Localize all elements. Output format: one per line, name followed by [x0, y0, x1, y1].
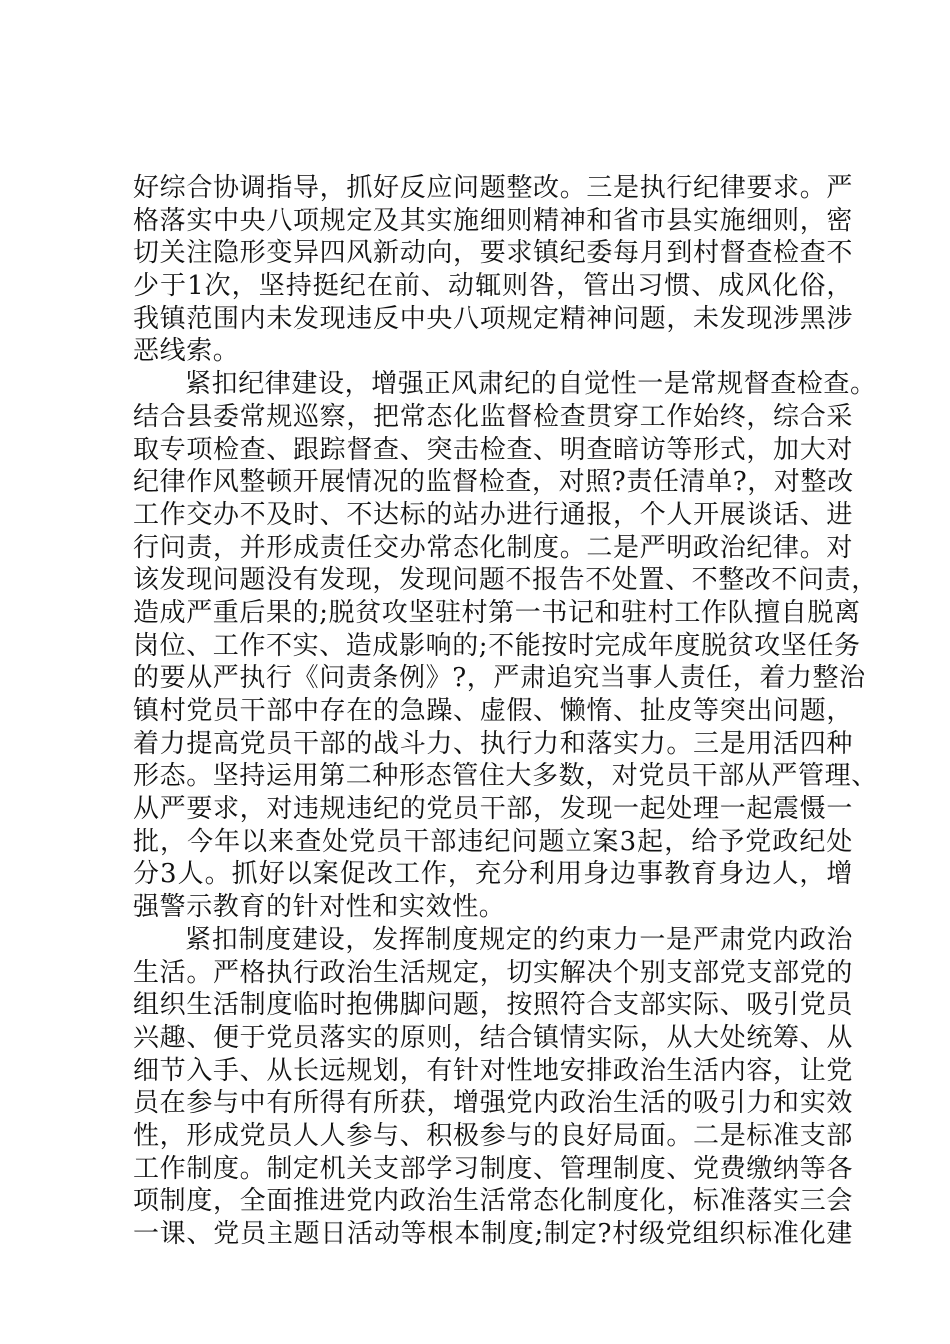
- text-line: 组织生活制度临时抱佛脚问题，按照符合支部实际、吸引党员: [133, 990, 853, 1021]
- text-line: 的要从严执行《问责条例》?，严肃追究当事人责任，着力整治: [133, 663, 866, 694]
- text-line: 纪律作风整顿开展情况的监督检查，对照?责任清单?，对整改: [133, 467, 854, 498]
- text-line: 行问责，并形成责任交办常态化制度。二是严明政治纪律。对: [133, 532, 853, 563]
- text-line: 恶线索。: [133, 336, 240, 367]
- paragraph-first-line: 紧扣制度建设，发挥制度规定的约束力一是严肃党内政治: [185, 924, 853, 955]
- text-line: 少于1次，坚持挺纪在前、动辄则咎，管出习惯、成风化俗，: [133, 271, 853, 302]
- text-line: 我镇范围内未发现违反中央八项规定精神问题，未发现涉黑涉: [133, 303, 853, 334]
- text-line: 镇村党员干部中存在的急躁、虚假、懒惰、扯皮等突出问题，: [133, 696, 853, 726]
- document-body-text: [133, 172, 878, 1251]
- text-line: 着力提高党员干部的战斗力、执行力和落实力。三是用活四种: [133, 728, 853, 759]
- text-line: 强警示教育的针对性和实效性。: [133, 892, 506, 923]
- text-line: 分3人。抓好以案促改工作，充分利用身边事教育身边人，增: [133, 859, 853, 890]
- text-line: 形态。坚持运用第二种形态管住大多数，对党员干部从严管理、: [133, 761, 878, 792]
- text-line: 员在参与中有所得有所获，增强党内政治生活的吸引力和实效: [133, 1088, 853, 1119]
- text-line: 从严要求，对违规违纪的党员干部，发现一起处理一起震慑一: [133, 794, 853, 825]
- text-line: 工作制度。制定机关支部学习制度、管理制度、党费缴纳等各: [133, 1153, 853, 1184]
- text-line: 一课、党员主题日活动等根本制度;制定?村级党组织标准化建: [133, 1219, 853, 1249]
- text-line: 造成严重后果的;脱贫攻坚驻村第一书记和驻村工作队擅自脱离: [133, 597, 861, 628]
- text-line: 切关注隐形变异四风新动向，要求镇纪委每月到村督查检查不: [133, 238, 853, 269]
- text-line: 结合县委常规巡察，把常态化监督检查贯穿工作始终，综合采: [133, 401, 853, 432]
- text-line: 取专项检查、跟踪督查、突击检查、明查暗访等形式，加大对: [133, 434, 853, 465]
- text-line: 批，今年以来查处党员干部违纪问题立案3起，给予党政纪处: [133, 826, 853, 857]
- text-line: 细节入手、从长远规划，有针对性地安排政治生活内容，让党: [133, 1055, 853, 1086]
- text-line: 兴趣、便于党员落实的原则，结合镇情实际，从大处统筹、从: [133, 1022, 853, 1053]
- text-line: 工作交办不及时、不达标的站办进行通报，个人开展谈话、进: [133, 499, 853, 530]
- text-line: 项制度，全面推进党内政治生活常态化制度化，标准落实三会: [133, 1186, 853, 1217]
- text-line: 岗位、工作不实、造成影响的;不能按时完成年度脱贫攻坚任务: [133, 630, 861, 661]
- paragraph-first-line: 紧扣纪律建设，增强正风肃纪的自觉性一是常规督查检查。: [185, 369, 877, 400]
- text-line: 性，形成党员人人参与、积极参与的良好局面。二是标准支部: [133, 1120, 853, 1151]
- text-line: 生活。严格执行政治生活规定，切实解决个别支部党支部党的: [133, 957, 853, 988]
- text-line: 好综合协调指导，抓好反应问题整改。三是执行纪律要求。严: [133, 173, 853, 203]
- text-line: 该发现问题没有发现，发现问题不报告不处置、不整改不问责，: [133, 565, 878, 596]
- text-line: 格落实中央八项规定及其实施细则精神和省市县实施细则，密: [133, 205, 853, 236]
